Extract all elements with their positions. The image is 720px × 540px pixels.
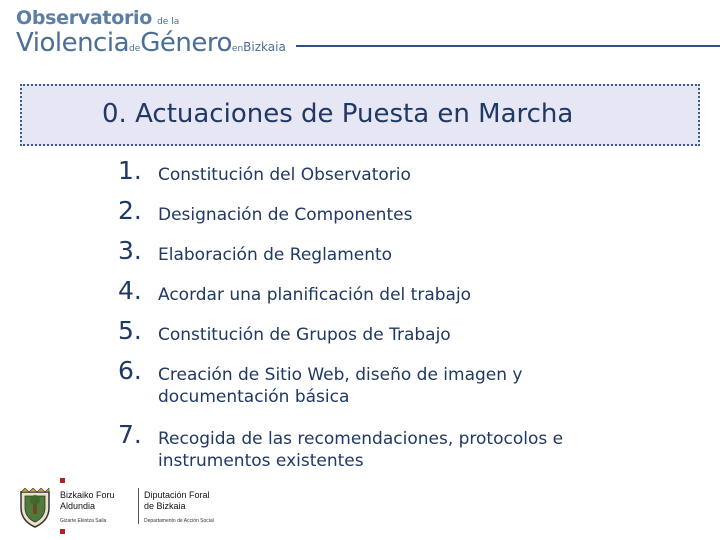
list-text: Recogida de las recomendaciones, protocolos e instrumentos existentes: [158, 429, 564, 471]
red-marker: [60, 478, 65, 483]
slide-title: 0. Actuaciones de Puesta en Marcha: [102, 99, 574, 129]
logo-de-la: de la: [157, 17, 180, 27]
coat-of-arms-icon: [18, 488, 52, 528]
diputacion-logo: [14, 476, 274, 536]
header-rule: [296, 45, 720, 47]
observatorio-logo: [16, 7, 316, 58]
footer-right-line-1: Diputación Foral: [144, 490, 210, 500]
footer-left-line-2: Aldundia: [60, 501, 96, 511]
list-number: 3.: [118, 236, 142, 265]
red-marker: [60, 529, 65, 534]
list-number: 5.: [118, 316, 142, 345]
list-text: Constitución de Grupos de Trabajo: [158, 325, 451, 345]
footer-right-line-2: de Bizkaia: [144, 501, 186, 511]
logo-violencia: Violencia: [16, 28, 129, 58]
title-box: [20, 84, 700, 146]
logo-de: de: [129, 44, 141, 54]
list-text: Constitución del Observatorio: [158, 165, 411, 185]
list-number: 1.: [118, 156, 142, 185]
list-text: Creación de Sitio Web, diseño de imagen y documentación básica: [158, 365, 523, 407]
footer-right-line-3: Departamento de Acción Social: [144, 518, 214, 524]
list-number: 2.: [118, 196, 142, 225]
list-text: Designación de Componentes: [158, 205, 413, 225]
footer-left-line-1: Bizkaiko Foru: [60, 490, 115, 500]
list-text: Elaboración de Reglamento: [158, 245, 393, 265]
list-number: 4.: [118, 276, 142, 305]
list-text: Acordar una planificación del trabajo: [158, 285, 472, 305]
logo-observatorio: Observatorio: [16, 7, 152, 29]
logo-line-2: [16, 28, 286, 64]
list-number: 7.: [118, 420, 142, 449]
footer-divider: [138, 488, 139, 524]
logo-en: en: [231, 44, 244, 54]
logo-bizkaia: Bizkaia: [243, 40, 286, 54]
list-number: 6.: [118, 356, 142, 385]
logo-genero: Género: [140, 28, 232, 58]
footer-left-line-3: Gizarte Ekintza Saila: [60, 518, 107, 524]
